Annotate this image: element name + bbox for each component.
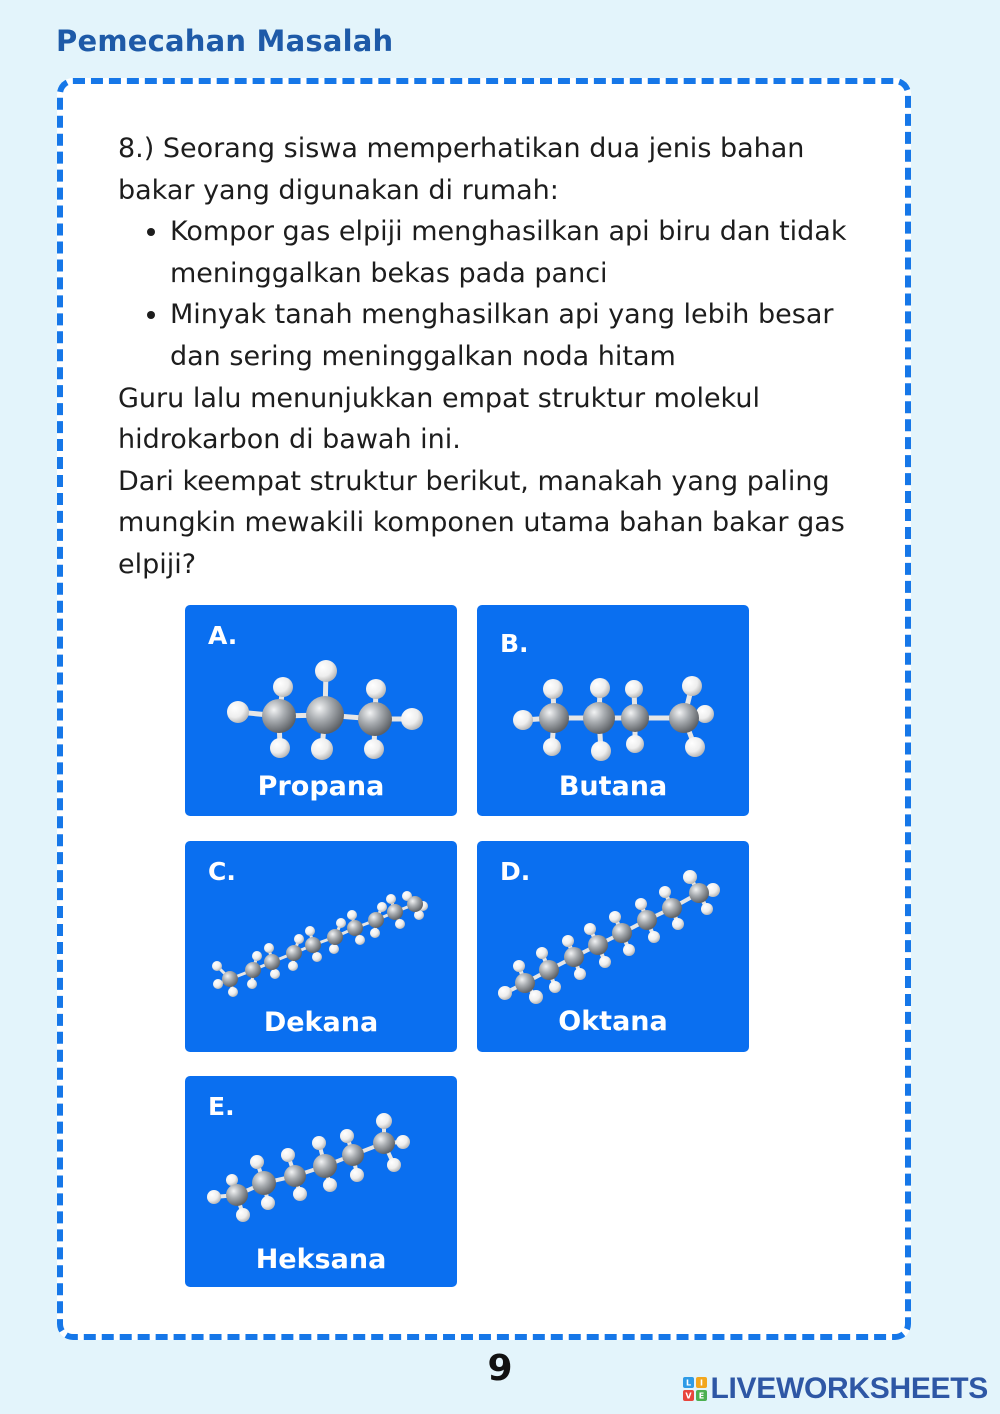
question-context: Guru lalu menunjukkan empat struktur molekul hidrokarbon di bawah ini. [118, 382, 760, 456]
page-number: 9 [487, 1348, 513, 1389]
option-c-button[interactable] [185, 841, 457, 1052]
observation-list [118, 211, 888, 377]
brand-name: LIVEWORKSHEETS [710, 1372, 988, 1405]
option-a-button[interactable] [185, 605, 457, 816]
option-label: Oktana [558, 1006, 668, 1037]
option-label: Heksana [255, 1244, 387, 1275]
option-e-button[interactable] [185, 1076, 457, 1287]
option-b-button[interactable] [477, 605, 749, 816]
observation-item: • Minyak tanah menghasilkan api yang lebih besar dan sering meninggalkan noda hitam [170, 294, 888, 377]
svg-text:V: V [684, 1391, 692, 1401]
option-letter: B. [500, 629, 529, 658]
option-letter: A. [208, 621, 238, 650]
observation-item: • Kompor gas elpiji menghasilkan api biru dan tidak meninggalkan bekas pada panci [170, 211, 888, 294]
option-d-button[interactable] [477, 841, 749, 1052]
question-prompt: Dari keempat struktur berikut, manakah yang paling mungkin mewakili komponen utama bahan bakar gas elpiji? [118, 465, 845, 580]
svg-text:I: I [699, 1378, 703, 1388]
option-label: Propana [257, 771, 385, 802]
page-title: Pemecahan Masalah [56, 24, 394, 58]
brand-logo[interactable] [683, 1372, 989, 1406]
svg-text:E: E [698, 1391, 704, 1401]
option-letter: D. [500, 857, 531, 886]
liveworksheets-logo-icon [683, 1377, 707, 1401]
question-intro: 8.) Seorang siswa memperhatikan dua jenis bahan bakar yang digunakan di rumah: [118, 133, 805, 206]
option-label: Dekana [263, 1007, 379, 1038]
option-letter: C. [208, 857, 236, 886]
svg-text:L: L [685, 1378, 691, 1388]
option-label: Butana [558, 771, 668, 802]
option-letter: E. [208, 1092, 235, 1121]
question-text [118, 128, 888, 586]
